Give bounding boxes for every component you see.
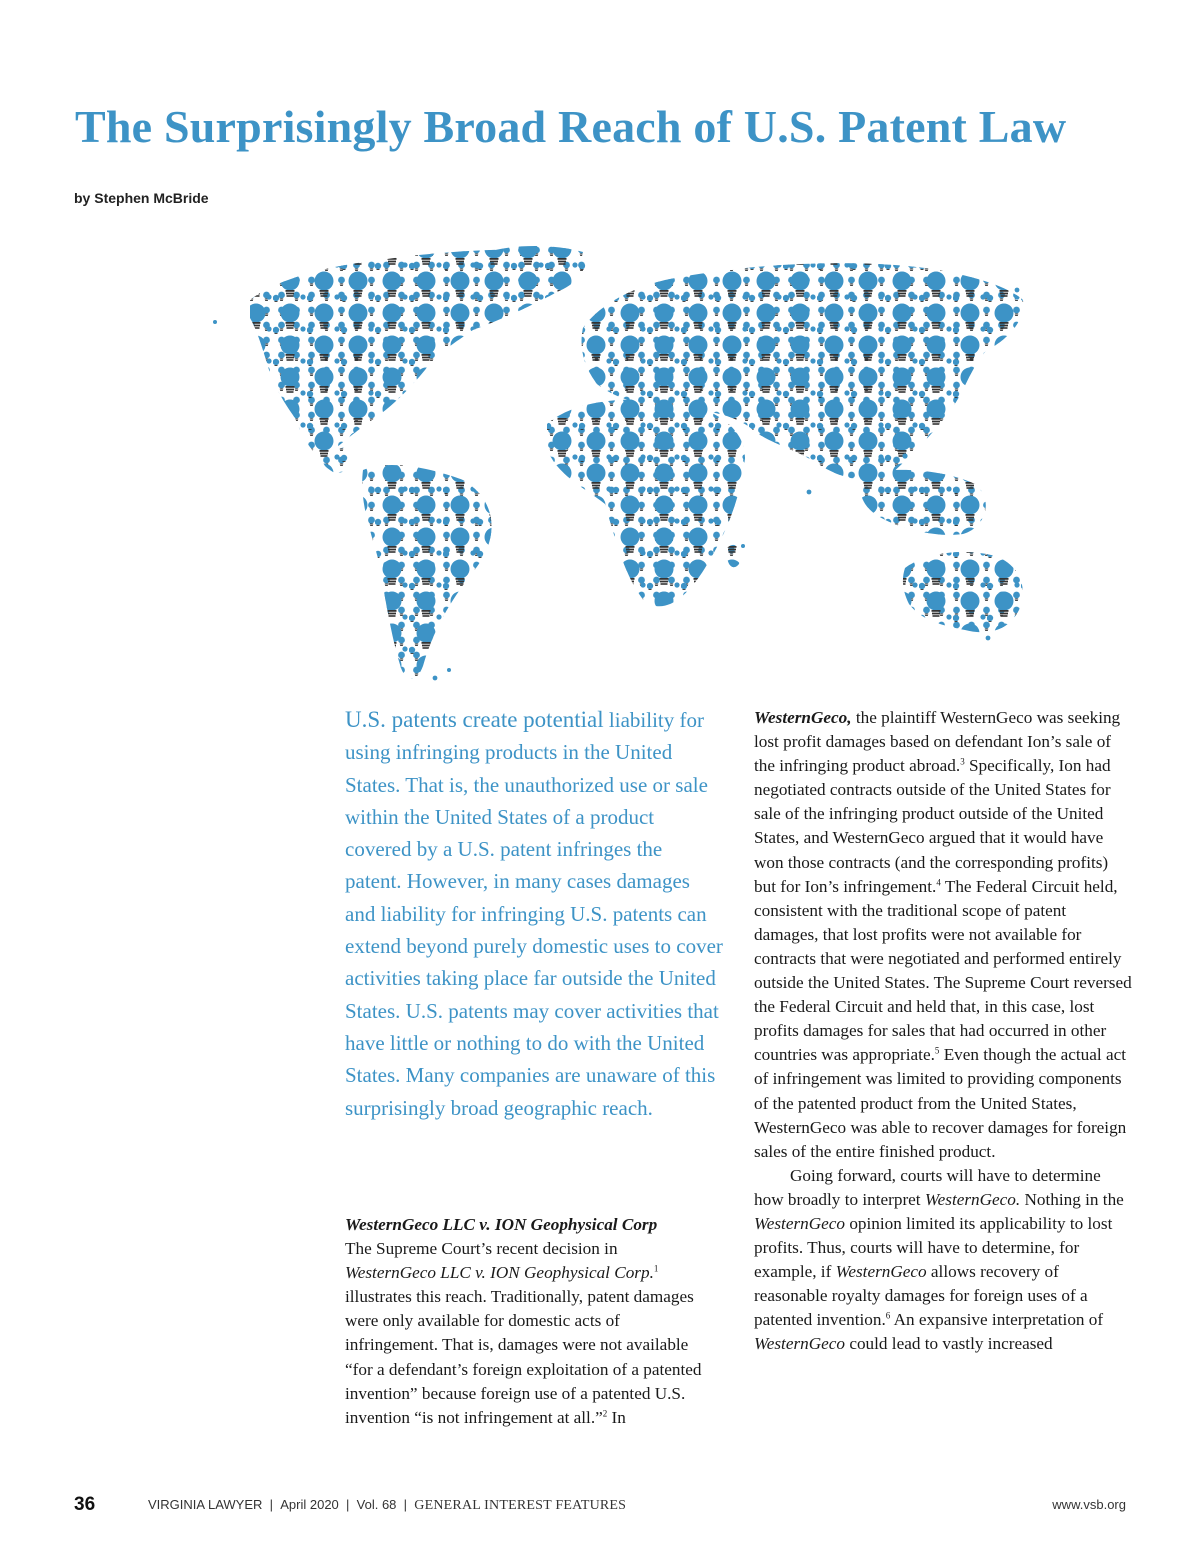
case-citation: WesternGeco, bbox=[754, 708, 852, 727]
lead-paragraph bbox=[345, 704, 723, 1124]
lead-head: U.S. patents create potential bbox=[345, 707, 604, 732]
article-byline: by Stephen McBride bbox=[74, 190, 209, 206]
footer-separator: | bbox=[269, 1497, 274, 1512]
footnote-ref: 3 bbox=[960, 756, 965, 767]
body-text: The Supreme Court’s recent decision in bbox=[345, 1239, 618, 1259]
footnote-ref: 2 bbox=[602, 1408, 608, 1419]
issue-date: April 2020 bbox=[280, 1497, 339, 1512]
body-paragraph-1 bbox=[754, 706, 1134, 1164]
section-label: GENERAL INTEREST FEATURES bbox=[414, 1498, 627, 1513]
body-text-left-column bbox=[345, 1213, 705, 1430]
section-heading: WesternGeco LLC v. ION Geophysical Corp bbox=[345, 1215, 658, 1234]
body-text: Nothing in the bbox=[1020, 1189, 1124, 1209]
lead-text: liability for using infringing products in the United States. That is, the unauthorized use or sale within the United States of a product covered by a U.S. patent infringes the patent. However, in many cases damages and liability for infringing U.S. patents can extend beyond purely domestic uses to cover activities taking place far outside the United States. U.S. patents may cover activities that have little or nothing to do with the United States. Many companies are unaware of this surprisingly broad geographic reach. bbox=[345, 708, 723, 1120]
footnote-ref: 5 bbox=[934, 1045, 940, 1056]
body-text: Going forward, courts will have to determine how broadly to interpret bbox=[754, 1165, 1101, 1209]
case-citation: WesternGeco bbox=[754, 1334, 846, 1354]
body-text: The Federal Circuit held, consistent with the traditional scope of patent damages, that lost profits were not available for contracts that were negotiated and performed entirely outside the United States. The Supreme Court reversed the Federal Circuit and held that, in this case, lost profits damages for sales that had occurred in other countries was appropriate. bbox=[754, 876, 1132, 1065]
footer-separator: | bbox=[403, 1497, 408, 1512]
body-text: illustrates this reach. Traditionally, patent damages were only available for domestic acts of infringement. That is, damages were not available “for a defendant’s foreign exploitation of a patented invention” because foreign use of a patented U.S. invention “is not infringement at all.” bbox=[345, 1287, 702, 1427]
body-text: An expansive interpretation of bbox=[890, 1310, 1104, 1330]
case-citation: WesternGeco bbox=[754, 1213, 846, 1233]
page-footer bbox=[74, 1494, 1134, 1518]
footnote-ref: 6 bbox=[885, 1310, 891, 1321]
body-paragraph-2 bbox=[754, 1164, 1134, 1357]
case-citation: WesternGeco LLC v. ION Geophysical Corp. bbox=[345, 1263, 654, 1283]
body-text: In bbox=[607, 1407, 626, 1427]
body-text: allows recovery of reasonable royalty damages for foreign uses of a patented invention. bbox=[754, 1262, 1088, 1330]
body-text-right-column bbox=[754, 706, 1134, 1357]
body-text: could lead to vastly increased bbox=[845, 1334, 1053, 1354]
body-text: opinion limited its applicability to lost profits. Thus, courts will have to determine, for example, if bbox=[754, 1213, 1113, 1282]
case-citation: WesternGeco. bbox=[924, 1189, 1021, 1209]
publication-name: VIRGINIA LAWYER bbox=[148, 1497, 263, 1512]
footnote-ref: 4 bbox=[936, 876, 941, 887]
lightbulb-world-map-icon bbox=[205, 238, 1035, 688]
website: www.vsb.org bbox=[1052, 1497, 1126, 1512]
case-citation: WesternGeco bbox=[835, 1262, 927, 1282]
footer-separator: | bbox=[346, 1497, 350, 1512]
body-text: Even though the actual act of infringement was limited to providing components of the patented product from the United States, WesternGeco was able to recover damages for foreign sales of the entire finished product. bbox=[754, 1045, 1127, 1161]
publication-info bbox=[148, 1497, 626, 1514]
volume: Vol. 68 bbox=[356, 1497, 397, 1512]
body-text: Specifically, Ion had negotiated contracts outside of the United States for sale of the infringing product outside of the United States, and WesternGeco argued that it would have won those contracts (and the corresponding profits) but for Ion’s infringement. bbox=[754, 756, 1111, 896]
body-text: the plaintiff WesternGeco was seeking lost profit damages based on defendant Ion’s sale of the infringing product abroad. bbox=[754, 708, 1121, 776]
body-paragraph-1 bbox=[345, 1237, 705, 1430]
article-title: The Surprisingly Broad Reach of U.S. Patent Law bbox=[75, 101, 1067, 152]
footnote-ref: 1 bbox=[653, 1263, 659, 1274]
page-number: 36 bbox=[74, 1494, 96, 1515]
